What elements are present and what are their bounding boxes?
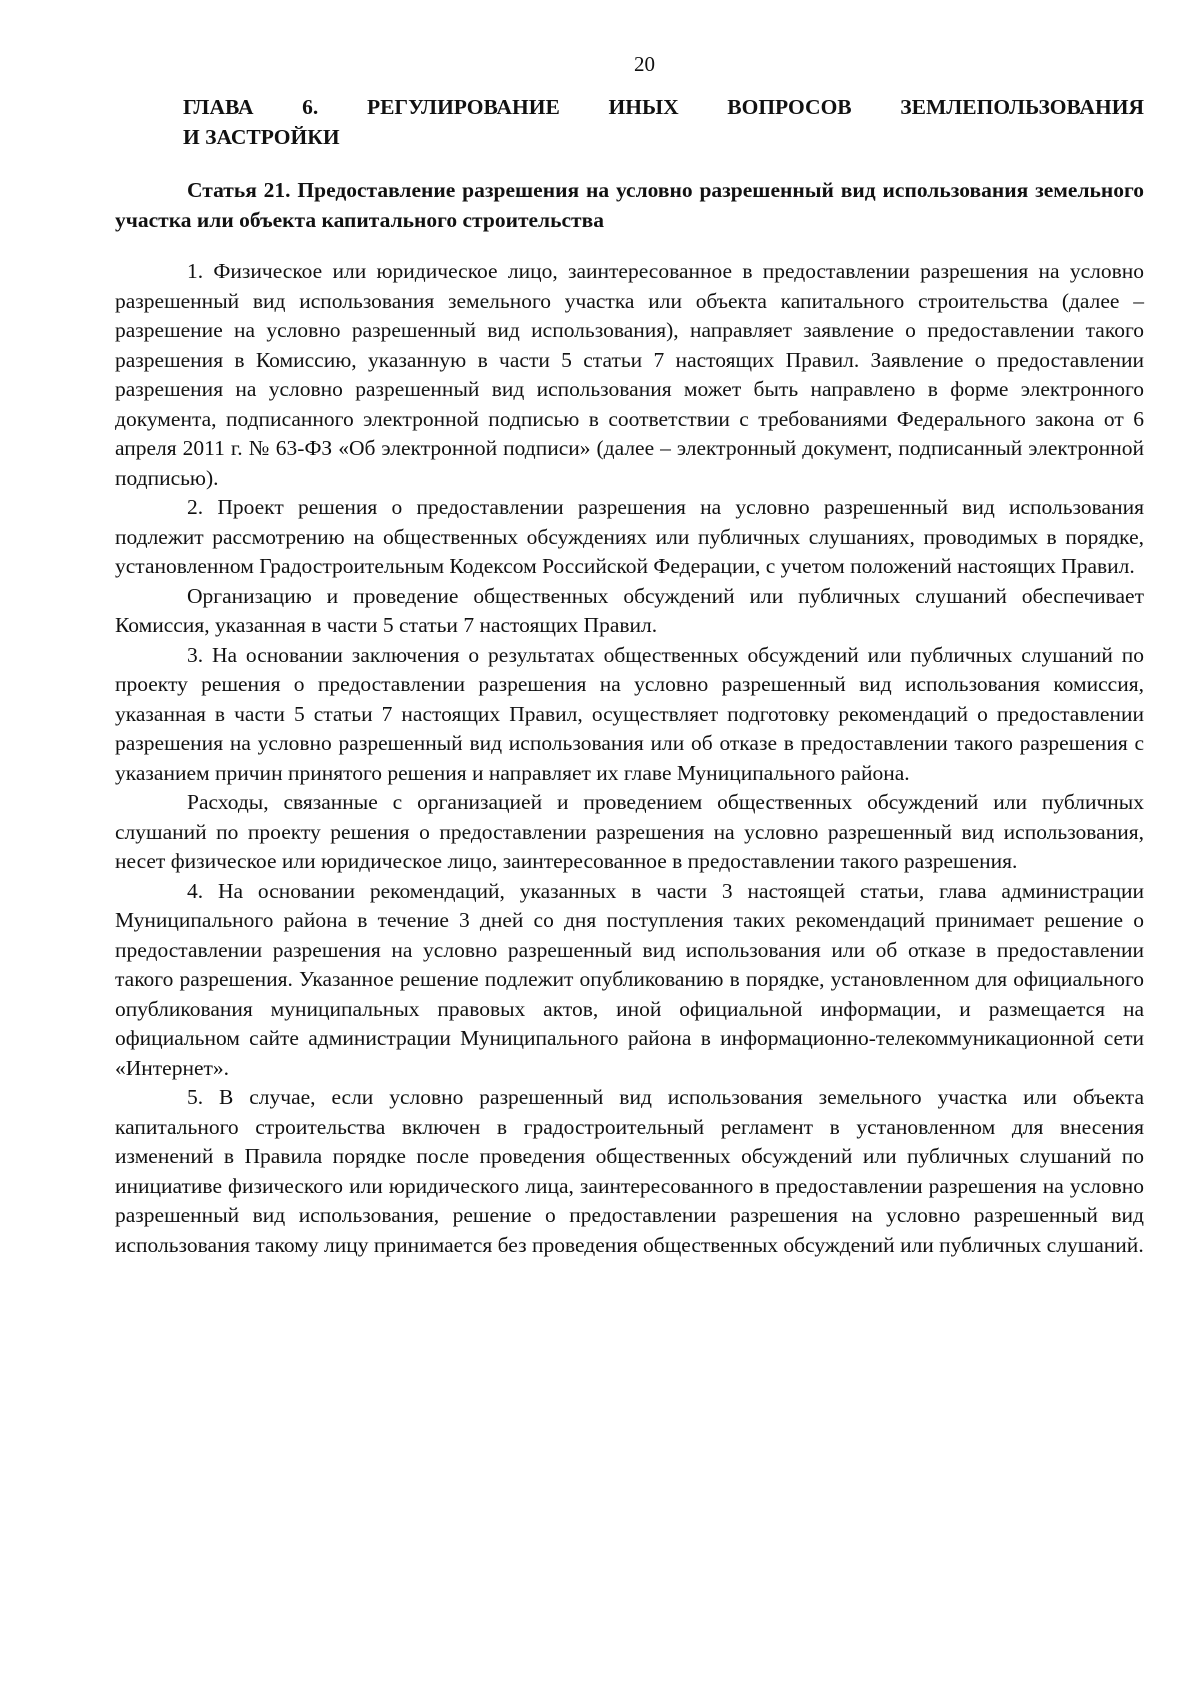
- article-title: Статья 21. Предоставление разрешения на условно разрешенный вид использования земельного участка или объекта капитального строительства: [115, 178, 1144, 232]
- paragraph-1: 1. Физическое или юридическое лицо, заинтересованное в предоставлении разрешения на условно разрешенный вид использования земельного участка или объекта капитального строительства (далее – разрешение на условно разрешенный вид использования), направляет заявление о предоставлении такого разрешения в Комиссию, указанную в части 5 статьи 7 настоящих Правил. Заявление о предоставлении разрешения на условно разрешенный вид использования может быть направлено в форме электронного документа, подписанного электронной подписью в соответствии с требованиями Федерального закона от 6 апреля 2011 г. № 63-ФЗ «Об электронной подписи» (далее – электронный документ, подписанный электронной подписью).: [115, 259, 1144, 490]
- paragraph-2: 2. Проект решения о предоставлении разрешения на условно разрешенный вид использования подлежит рассмотрению на общественных обсуждениях или публичных слушаниях, проводимых в порядке, установленном Градостроительным Кодексом Российской Федерации, с учетом положений настоящих Правил.: [115, 495, 1144, 578]
- document-page: [115, 52, 1144, 1260]
- paragraph-3: 3. На основании заключения о результатах общественных обсуждений или публичных слушаний по проекту решения о предоставлении разрешения на условно разрешенный вид использования комиссия, указанная в части 5 статьи 7 настоящих Правил, осуществляет подготовку рекомендаций о предоставлении разрешения на условно разрешенный вид использования или об отказе в предоставлении такого разрешения с указанием причин принятого решения и направляет их главе Муниципального района.: [115, 642, 1144, 785]
- chapter-heading-line-2: И ЗАСТРОЙКИ: [183, 125, 340, 149]
- page-number: 20: [634, 52, 655, 76]
- paragraph-3-continued: Расходы, связанные с организацией и проведением общественных обсуждений или публичных слушаний по проекту решения о предоставлении разрешения на условно разрешенный вид использования, несет физическое или юридическое лицо, заинтересованное в предоставлении такого разрешения.: [115, 790, 1144, 873]
- paragraph-4: 4. На основании рекомендаций, указанных в части 3 настоящей статьи, глава администрации Муниципального района в течение 3 дней со дня поступления таких рекомендаций принимает решение о предоставлении разрешения на условно разрешенный вид использования или об отказе в предоставлении такого разрешения. Указанное решение подлежит опубликованию в порядке, установленном для официального опубликования муниципальных правовых актов, иной официальной информации, и размещается на официальном сайте администрации Муниципального района в информационно-телекоммуникационной сети «Интернет».: [115, 878, 1144, 1080]
- chapter-heading: [183, 92, 1144, 152]
- paragraph-5: 5. В случае, если условно разрешенный вид использования земельного участка или объекта капитального строительства включен в градостроительный регламент в установленном для внесения изменений в Правила порядке после проведения общественных обсуждений или публичных слушаний по инициативе физического или юридического лица, заинтересованного в предоставлении разрешения на условно разрешенный вид использования, решение о предоставлении разрешения на условно разрешенный вид использования такому лицу принимается без проведения общественных обсуждений или публичных слушаний.: [115, 1085, 1144, 1257]
- paragraph-2-continued: Организацию и проведение общественных обсуждений или публичных слушаний обеспечивает Комиссия, указанная в части 5 статьи 7 настоящих Правил.: [115, 583, 1144, 637]
- chapter-heading-line-1: ГЛАВА 6. РЕГУЛИРОВАНИЕ ИНЫХ ВОПРОСОВ ЗЕМЛЕПОЛЬЗОВАНИЯ: [183, 95, 1144, 119]
